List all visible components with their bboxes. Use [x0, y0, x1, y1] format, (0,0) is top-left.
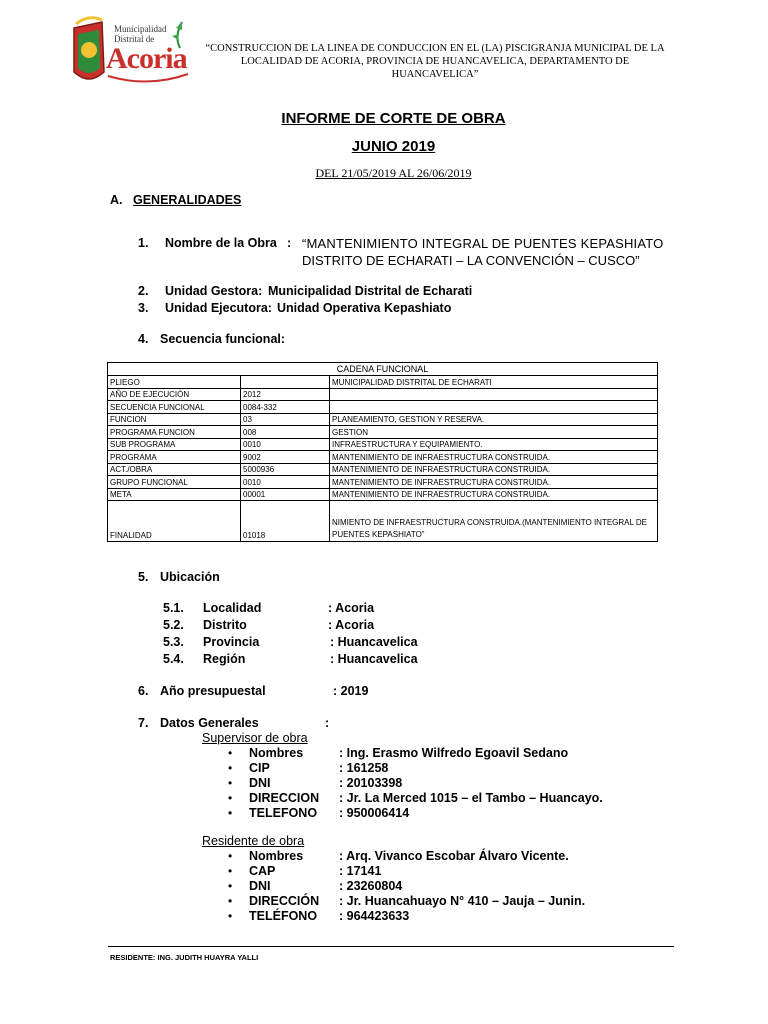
table-row: [108, 501, 658, 542]
table-cell: 9002: [241, 451, 330, 464]
logo-line2: Distrital de: [114, 34, 155, 44]
item7-label: Datos Generales: [160, 716, 259, 730]
table-cell: PROGRAMA: [108, 451, 241, 464]
field-value: : 20103398: [339, 776, 403, 790]
sub-label: Provincia: [203, 635, 260, 649]
sub-value: : Huancavelica: [330, 652, 418, 666]
table-cell: PROGRAMA FUNCION: [108, 426, 241, 439]
item5-num: 5.: [138, 570, 149, 584]
table-cell: NIMIENTO DE INFRAESTRUCTURA CONSTRUIDA.(MANTENIMIENTO INTEGRAL DE PUENTES KEPASHIATO”: [330, 501, 658, 542]
item1-num: 1.: [138, 236, 149, 250]
field-value: : 950006414: [339, 806, 410, 820]
table-cell: 00001: [241, 488, 330, 501]
table-cell: FUNCION: [108, 413, 241, 426]
table-cell: 008: [241, 426, 330, 439]
municipal-logo: [68, 14, 192, 92]
field-label: DIRECCION: [249, 791, 320, 805]
sub-value: : Acoria: [328, 601, 375, 615]
supervisor-heading: Supervisor de obra: [202, 731, 308, 745]
bullet-icon: •: [228, 849, 233, 863]
table-cell: MANTENIMIENTO DE INFRAESTRUCTURA CONSTRUIDA.: [330, 463, 658, 476]
table-cell: [241, 376, 330, 389]
table-cell: 2012: [241, 388, 330, 401]
table-row: [108, 463, 658, 476]
field-value: : Jr. La Merced 1015 – el Tambo – Huancayo.: [339, 791, 603, 805]
field-value: : 161258: [339, 761, 389, 775]
table-cell: MANTENIMIENTO DE INFRAESTRUCTURA CONSTRUIDA.: [330, 476, 658, 489]
table-row: [108, 413, 658, 426]
field-label: DNI: [249, 776, 271, 790]
field-value: : Arq. Vivanco Escobar Álvaro Vicente.: [339, 849, 569, 863]
bullet-icon: •: [228, 909, 233, 923]
table-cell: META: [108, 488, 241, 501]
field-value: : 964423633: [339, 909, 410, 923]
sub-label: Distrito: [203, 618, 247, 632]
table-cell: MANTENIMIENTO DE INFRAESTRUCTURA CONSTRUIDA.: [330, 451, 658, 464]
bullet-icon: •: [228, 776, 233, 790]
report-date-range: DEL 21/05/2019 AL 26/06/2019: [315, 166, 472, 180]
item4-num: 4.: [138, 332, 149, 346]
table-row: [108, 451, 658, 464]
field-label: CIP: [249, 761, 270, 775]
table-cell: SECUENCIA FUNCIONAL: [108, 401, 241, 414]
sub-num: 5.3.: [163, 635, 184, 649]
field-value: : 23260804: [339, 879, 403, 893]
item2-value: Municipalidad Distrital de Echarati: [268, 284, 473, 298]
table-cell: MANTENIMIENTO DE INFRAESTRUCTURA CONSTRUIDA.: [330, 488, 658, 501]
footer-resident: RESIDENTE: ING. JUDITH HUAYRA YALLI: [110, 953, 259, 962]
table-cell: FINALIDAD: [108, 501, 241, 542]
item7-num: 7.: [138, 716, 149, 730]
table-cell: 01018: [241, 501, 330, 542]
field-label: TELÉFONO: [249, 909, 318, 923]
item1-value-line2: DISTRITO DE ECHARATI – LA CONVENCIÓN – CUSCO”: [302, 253, 640, 268]
bullet-icon: •: [228, 864, 233, 878]
field-label: CAP: [249, 864, 276, 878]
item2-num: 2.: [138, 284, 149, 298]
field-value: : Ing. Erasmo Wilfredo Egoavil Sedano: [339, 746, 569, 760]
table-row: [108, 426, 658, 439]
footer-divider: [108, 946, 674, 947]
table-cell: MUNICIPALIDAD DISTRITAL DE ECHARATI: [330, 376, 658, 389]
item4-label: Secuencia funcional:: [160, 332, 286, 346]
field-label: TELEFONO: [249, 806, 318, 820]
sub-label: Localidad: [203, 601, 262, 615]
table-row: [108, 438, 658, 451]
table-row: [108, 401, 658, 414]
table-cell: ACT./OBRA: [108, 463, 241, 476]
bullet-icon: •: [228, 746, 233, 760]
item2-label: Unidad Gestora:: [165, 284, 263, 298]
sub-value: : Acoria: [328, 618, 375, 632]
bullet-icon: •: [228, 791, 233, 805]
cadena-funcional-table: [107, 362, 658, 542]
table-cell: [330, 401, 658, 414]
logo-name: Acoria: [106, 42, 187, 75]
item1-value-line1: “MANTENIMIENTO INTEGRAL DE PUENTES KEPASHIATO: [302, 236, 664, 251]
table-cell: GESTION: [330, 426, 658, 439]
table-header: CADENA FUNCIONAL: [108, 363, 658, 376]
table-row: [108, 488, 658, 501]
table-cell: GRUPO FUNCIONAL: [108, 476, 241, 489]
item7-colon: :: [325, 716, 330, 730]
sub-num: 5.2.: [163, 618, 184, 632]
field-label: DNI: [249, 879, 271, 893]
item3-label: Unidad Ejecutora:: [165, 301, 272, 315]
table-cell: [330, 388, 658, 401]
item6-value: : 2019: [333, 684, 369, 698]
logo-line1: Municipalidad: [114, 24, 167, 34]
bullet-icon: •: [228, 806, 233, 820]
section-a-letter: A.: [110, 193, 123, 207]
item5-label: Ubicación: [160, 570, 220, 584]
table-row: [108, 476, 658, 489]
table-cell: PLANEAMIENTO, GESTION Y RESERVA.: [330, 413, 658, 426]
item1-colon: :: [287, 236, 292, 250]
item6-label: Año presupuestal: [160, 684, 266, 698]
table-cell: PLIEGO: [108, 376, 241, 389]
project-heading: “CONSTRUCCION DE LA LINEA DE CONDUCCION EN EL (LA) PISCIGRANJA MUNICIPAL DE LA LOCALIDAD DE ACORIA, PROVINCIA DE HUANCAVELICA, DEPARTAMENTO DE HUANCAVELICA”: [205, 43, 665, 80]
table-row: [108, 376, 658, 389]
item3-num: 3.: [138, 301, 149, 315]
table-cell: 0010: [241, 476, 330, 489]
item6-num: 6.: [138, 684, 149, 698]
table-cell: AÑO DE EJECUCIÓN: [108, 388, 241, 401]
item1-label: Nombre de la Obra: [165, 236, 277, 250]
bullet-icon: •: [228, 761, 233, 775]
table-cell: 0010: [241, 438, 330, 451]
table-cell: INFRAESTRUCTURA Y EQUIPAMIENTO.: [330, 438, 658, 451]
field-label: DIRECCIÓN: [249, 894, 320, 908]
table-cell: 03: [241, 413, 330, 426]
table-header-row: [108, 363, 658, 376]
item3-value: Unidad Operativa Kepashiato: [277, 301, 452, 315]
sub-label: Región: [203, 652, 246, 666]
field-label: Nombres: [249, 849, 304, 863]
table-row: [108, 388, 658, 401]
field-value: : Jr. Huancahuayo N° 410 – Jauja – Junin.: [339, 894, 586, 908]
field-label: Nombres: [249, 746, 304, 760]
resident-heading: Residente de obra: [202, 834, 305, 848]
table-cell: 5000936: [241, 463, 330, 476]
bullet-icon: •: [228, 879, 233, 893]
section-a-label: GENERALIDADES: [133, 193, 242, 207]
report-month: JUNIO 2019: [351, 138, 436, 155]
sub-value: : Huancavelica: [330, 635, 418, 649]
table-cell: SUB PROGRAMA: [108, 438, 241, 451]
field-value: : 17141: [339, 864, 382, 878]
sub-num: 5.4.: [163, 652, 184, 666]
sub-num: 5.1.: [163, 601, 184, 615]
bullet-icon: •: [228, 894, 233, 908]
table-cell: 0084-332: [241, 401, 330, 414]
report-title: INFORME DE CORTE DE OBRA: [281, 110, 506, 127]
